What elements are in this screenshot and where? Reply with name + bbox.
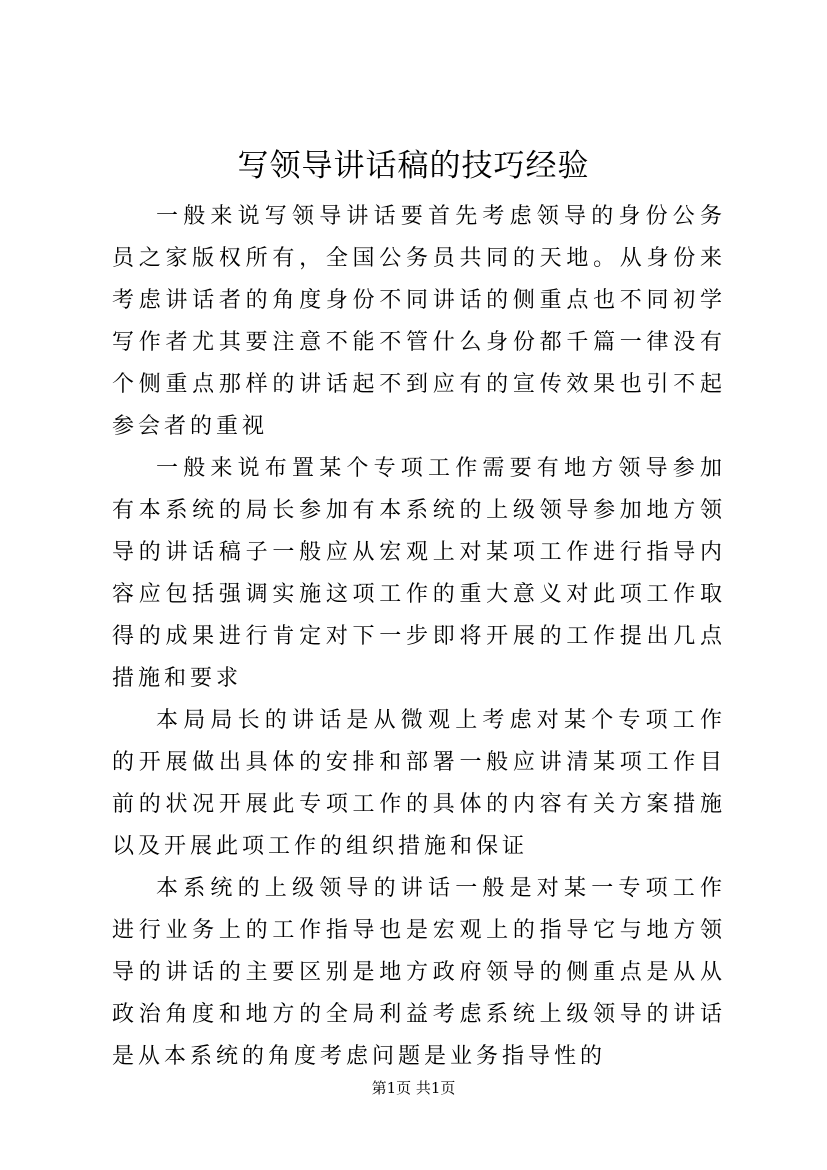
paragraph-2: 一般来说布置某个专项工作需要有地方领导参加有本系统的局长参加有本系统的上级领导参加地方领导的讲话稿子一般应从宏观上对某项工作进行指导内容应包括强调实施这项工作的重大意义对此项工作取得的成果进行肯定对下一步即将开展的工作提出几点措施和要求 [112,456,726,691]
page-number-footer: 第1页 共1页 [371,1079,456,1097]
paragraph-1: 一般来说写领导讲话要首先考虑领导的身份公务员之家版权所有，全国公务员共同的天地。从身份来考虑讲话者的角度身份不同讲话的侧重点也不同初学写作者尤其要注意不能不管什么身份都千篇一律没有个侧重点那样的讲话起不到应有的宣传效果也引不起参会者的重视 [112,204,726,439]
document-body [112,196,726,1078]
paragraph-4: 本系统的上级领导的讲话一般是对某一专项工作进行业务上的工作指导也是宏观上的指导它与地方领导的讲话的主要区别是地方政府领导的侧重点是从从政治角度和地方的全局利益考虑系统上级领导的讲话是从本系统的角度考虑问题是业务指导性的 [112,876,726,1069]
paragraph-3: 本局局长的讲话是从微观上考虑对某个专项工作的开展做出具体的安排和部署一般应讲清某项工作目前的状况开展此专项工作的具体的内容有关方案措施以及开展此项工作的组织措施和保证 [112,708,726,859]
document-title: 写领导讲话稿的技巧经验 [237,148,590,184]
